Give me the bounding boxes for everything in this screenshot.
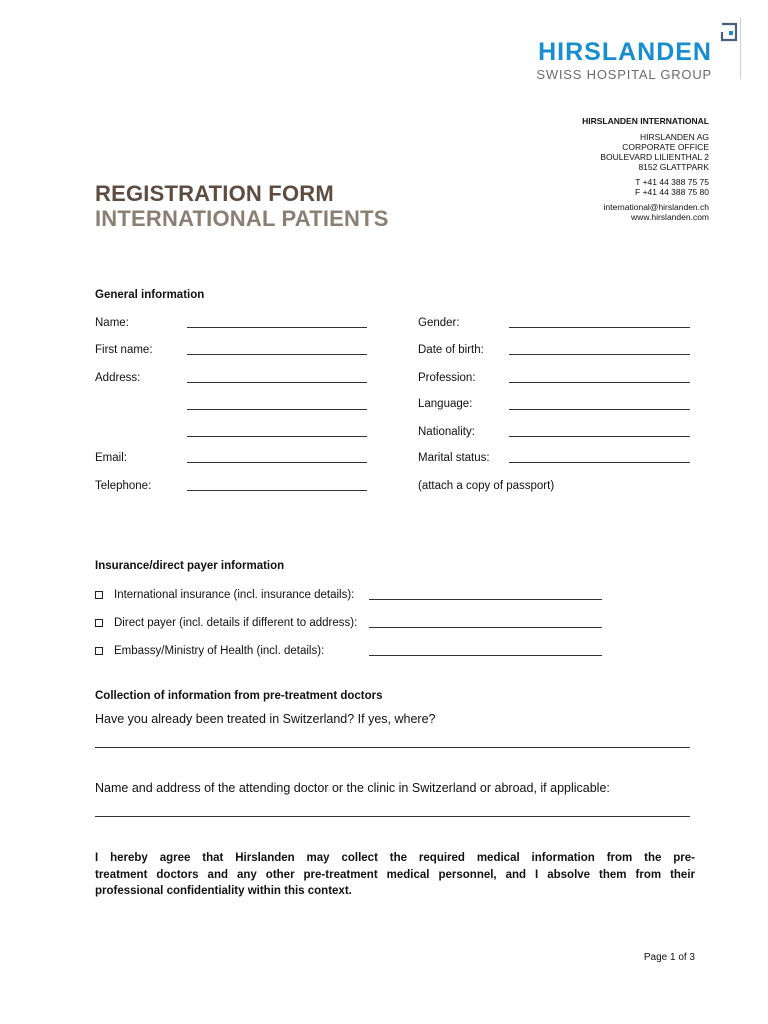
address-web: www.hirslanden.com	[631, 212, 709, 222]
label-telephone: Telephone:	[95, 480, 152, 492]
address-phone: T +41 44 388 75 75	[635, 177, 709, 187]
address-office: CORPORATE OFFICE	[622, 142, 709, 152]
address-company: HIRSLANDEN AG	[640, 132, 709, 142]
section-heading-general: General information	[95, 289, 205, 301]
label-address: Address:	[95, 372, 141, 384]
date-of-birth-field[interactable]	[509, 354, 690, 355]
address-email: international@hirslanden.ch	[603, 202, 709, 212]
gender-field[interactable]	[509, 327, 690, 328]
header-divider	[740, 17, 741, 79]
attending-doctor-field[interactable]	[95, 816, 690, 817]
question-treated-in-switzerland: Have you already been treated in Switzerland? If yes, where?	[95, 712, 436, 726]
profession-field[interactable]	[509, 382, 690, 383]
label-nationality: Nationality:	[418, 426, 475, 438]
label-embassy: Embassy/Ministry of Health (incl. details):	[114, 645, 325, 657]
language-field[interactable]	[509, 409, 690, 410]
form-title: REGISTRATION FORM	[95, 181, 334, 206]
form-subtitle: INTERNATIONAL PATIENTS	[95, 206, 389, 231]
marital-status-field[interactable]	[509, 462, 690, 463]
consent-statement	[95, 850, 695, 900]
section-heading-pretreatment: Collection of information from pre-treatment doctors	[95, 690, 383, 702]
passport-note: (attach a copy of passport)	[418, 480, 555, 492]
consent-line-2: treatment doctors and any other pre-treatment medical personnel, and I absolve them from their	[95, 868, 695, 881]
telephone-field[interactable]	[187, 490, 367, 491]
embassy-field[interactable]	[369, 655, 602, 656]
nationality-field[interactable]	[509, 436, 690, 437]
international-insurance-field[interactable]	[369, 599, 602, 600]
address-fax: F +41 44 388 75 80	[635, 187, 709, 197]
label-direct-payer: Direct payer (incl. details if different to address):	[114, 617, 358, 629]
label-gender: Gender:	[418, 317, 460, 329]
address-department: HIRSLANDEN INTERNATIONAL	[582, 116, 709, 126]
checkbox-direct-payer[interactable]	[95, 619, 103, 627]
consent-line-1: I hereby agree that Hirslanden may collect the required medical information from the pre-	[95, 852, 695, 864]
checkbox-international-insurance[interactable]	[95, 591, 103, 599]
first-name-field[interactable]	[187, 354, 367, 355]
question-attending-doctor: Name and address of the attending doctor or the clinic in Switzerland or abroad, if applicable:	[95, 781, 610, 795]
email-field[interactable]	[187, 462, 367, 463]
label-marital-status: Marital status:	[418, 452, 490, 464]
address-field-line2[interactable]	[187, 409, 367, 410]
label-date-of-birth: Date of birth:	[418, 344, 484, 356]
label-international-insurance: International insurance (incl. insurance details):	[114, 589, 355, 601]
checkbox-embassy[interactable]	[95, 647, 103, 655]
consent-line-3: professional confidentiality within this context.	[95, 885, 352, 897]
address-city: 8152 GLATTPARK	[638, 162, 709, 172]
logo-bracket-icon	[718, 21, 740, 43]
brand-name: HIRSLANDEN	[538, 38, 712, 66]
page-number: Page 1 of 3	[643, 952, 695, 963]
address-street: BOULEVARD LILIENTHAL 2	[600, 152, 709, 162]
label-email: Email:	[95, 452, 127, 464]
label-name: Name:	[95, 317, 129, 329]
label-profession: Profession:	[418, 372, 476, 384]
name-field[interactable]	[187, 327, 367, 328]
brand-subtitle: SWISS HOSPITAL GROUP	[536, 67, 712, 82]
section-heading-insurance: Insurance/direct payer information	[95, 560, 285, 572]
address-field-line1[interactable]	[187, 382, 367, 383]
treated-where-field[interactable]	[95, 747, 690, 748]
direct-payer-field[interactable]	[369, 627, 602, 628]
address-field-line3[interactable]	[187, 436, 367, 437]
label-language: Language:	[418, 398, 473, 410]
label-first-name: First name:	[95, 344, 153, 356]
